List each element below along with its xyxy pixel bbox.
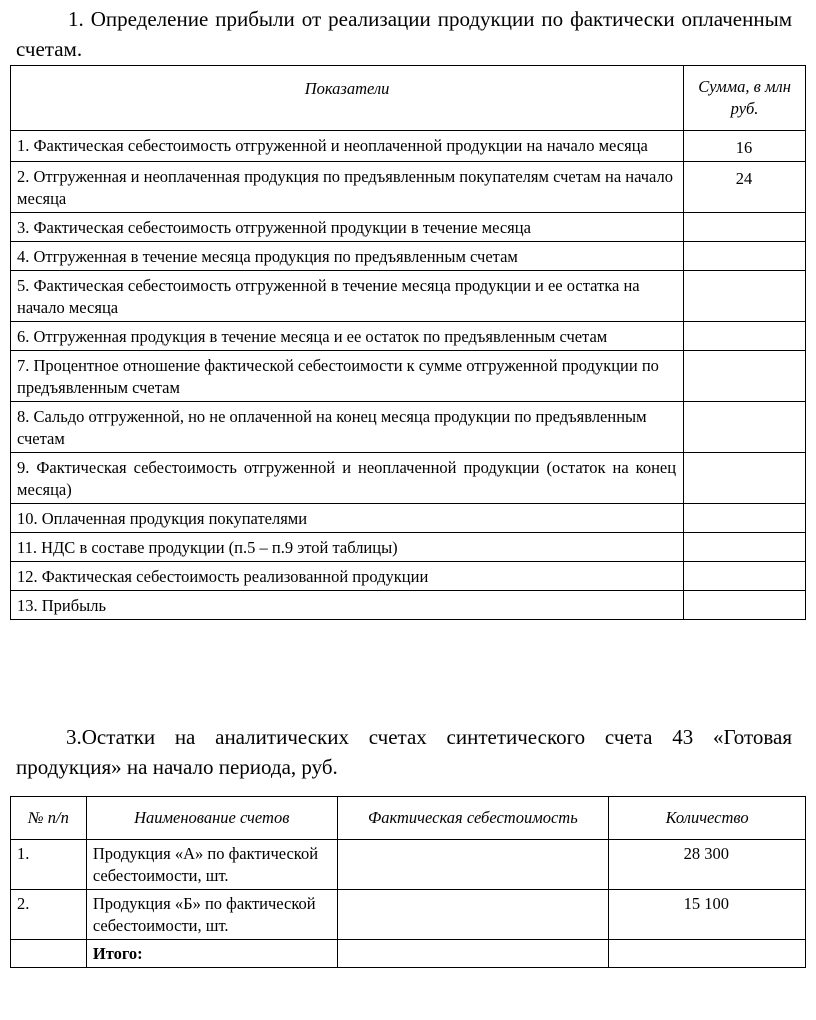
row-label: 13. Прибыль: [11, 591, 684, 620]
row-account-name: Продукция «А» по фактической себестоимости, шт.: [86, 840, 337, 890]
row-number: 2.: [11, 890, 87, 940]
table-row: [11, 840, 806, 890]
table-row: [11, 242, 806, 271]
row-value: [684, 351, 806, 402]
row-actual-cost: [337, 840, 609, 890]
row-label: 6. Отгруженная продукция в течение месяца и ее остаток по предъявленным счетам: [11, 322, 684, 351]
row-value: 24: [684, 162, 806, 213]
table-row: [11, 162, 806, 213]
row-label: 7. Процентное отношение фактической себестоимости к сумме отгруженной продукции по предъявленным счетам: [11, 351, 684, 402]
header-amount: Сумма, в млн руб.: [684, 66, 806, 131]
table-row: [11, 504, 806, 533]
row-quantity: 15 100: [609, 890, 806, 940]
row-account-name: Продукция «Б» по фактической себестоимости, шт.: [86, 890, 337, 940]
table-row: [11, 131, 806, 162]
row-value: [684, 322, 806, 351]
row-actual-cost: [337, 890, 609, 940]
row-label: 9. Фактическая себестоимость отгруженной и неоплаченной продукции (остаток на конец месяца): [11, 453, 684, 504]
balances-table-header-row: [11, 797, 806, 840]
table-row: [11, 890, 806, 940]
section-3-heading: 3.Остатки на аналитических счетах синтетического счета 43 «Готовая продукция» на начало периода, руб.: [16, 725, 792, 779]
row-label: 11. НДС в составе продукции (п.5 – п.9 этой таблицы): [11, 533, 684, 562]
section-1-heading: 1. Определение прибыли от реализации продукции по фактически оплаченным счетам.: [16, 7, 792, 61]
row-value: [684, 591, 806, 620]
table-row: [11, 213, 806, 242]
row-label: 2. Отгруженная и неоплаченная продукция по предъявленным покупателям счетам на начало месяца: [11, 162, 684, 213]
header-account-name: Наименование счетов: [86, 797, 337, 840]
table-row: [11, 533, 806, 562]
row-number: [11, 940, 87, 968]
row-value: [684, 562, 806, 591]
row-label: 1. Фактическая себестоимость отгруженной и неоплаченной продукции на начало месяца: [11, 131, 684, 162]
table-row: [11, 402, 806, 453]
row-actual-cost: [337, 940, 609, 968]
table-row: [11, 322, 806, 351]
table-row: [11, 562, 806, 591]
row-value: [684, 453, 806, 504]
row-label: 12. Фактическая себестоимость реализованной продукции: [11, 562, 684, 591]
row-value: [684, 533, 806, 562]
balances-table: [10, 796, 806, 968]
table-row: [11, 591, 806, 620]
profit-table-header-row: [11, 66, 806, 131]
row-value: [684, 213, 806, 242]
row-value: 16: [684, 131, 806, 162]
row-label: 8. Сальдо отгруженной, но не оплаченной на конец месяца продукции по предъявленным счетам: [11, 402, 684, 453]
row-quantity: [609, 940, 806, 968]
row-value: [684, 242, 806, 271]
header-indicators: Показатели: [11, 66, 684, 131]
table-row: [11, 271, 806, 322]
row-value: [684, 504, 806, 533]
row-label: 5. Фактическая себестоимость отгруженной в течение месяца продукции и ее остатка на начало месяца: [11, 271, 684, 322]
row-quantity: 28 300: [609, 840, 806, 890]
row-number: 1.: [11, 840, 87, 890]
row-label: 3. Фактическая себестоимость отгруженной продукции в течение месяца: [11, 213, 684, 242]
total-label: Итого:: [86, 940, 337, 968]
total-row: [11, 940, 806, 968]
header-quantity: Количество: [609, 797, 806, 840]
header-number: № п/п: [11, 797, 87, 840]
header-actual-cost: Фактическая себестоимость: [337, 797, 609, 840]
row-value: [684, 271, 806, 322]
table-row: [11, 453, 806, 504]
row-value: [684, 402, 806, 453]
profit-table: [10, 65, 806, 620]
table-row: [11, 351, 806, 402]
row-label: 10. Оплаченная продукция покупателями: [11, 504, 684, 533]
row-label: 4. Отгруженная в течение месяца продукция по предъявленным счетам: [11, 242, 684, 271]
